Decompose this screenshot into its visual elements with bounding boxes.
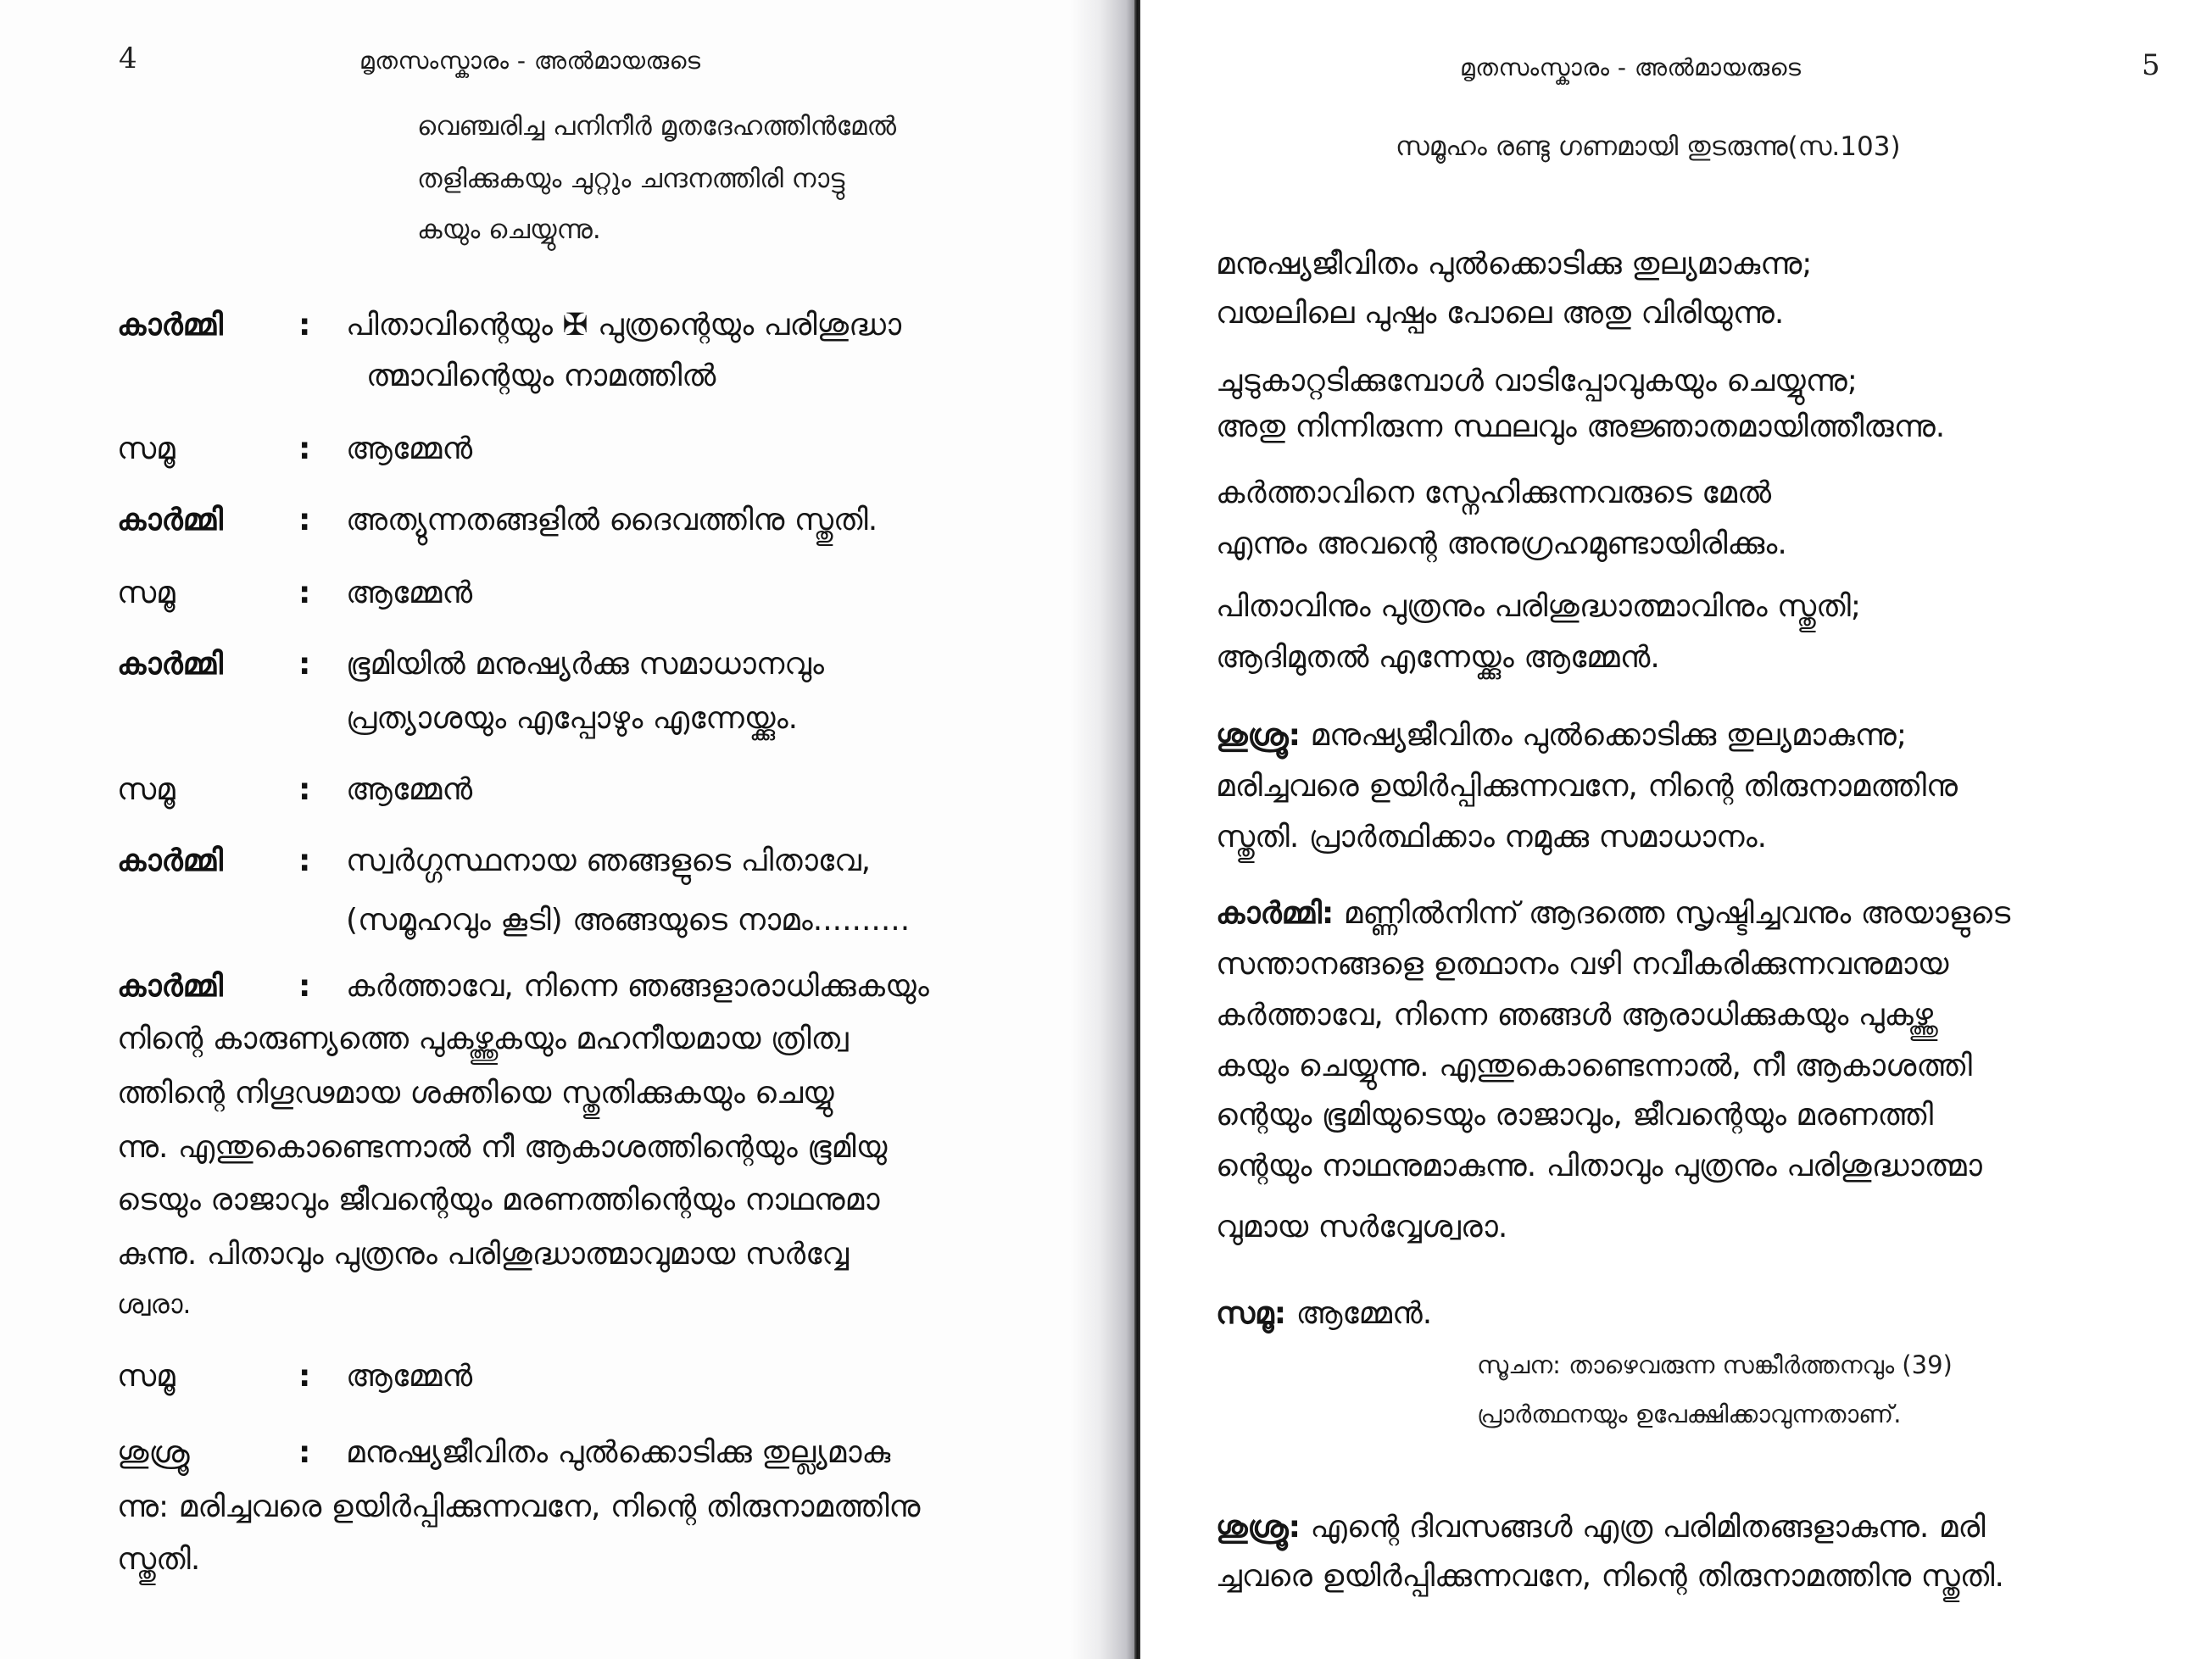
speaker-label: കാർമ്മി (117, 647, 223, 682)
paragraph-line: ന്നു. എന്തുകൊണ്ടെന്നാൽ നീ ആകാശത്തിന്റെയും ഭൂമിയു (117, 1130, 888, 1165)
paragraph-line: ന്നു: മരിച്ചവരെ ഉയിർപ്പിക്കുന്നവനേ, നിന്റെ തിരുനാമത്തിനു (117, 1489, 921, 1524)
speaker-label: കാർമ്മി (117, 843, 223, 878)
prayer-line (1216, 896, 2011, 931)
prayer-line: വുമായ സർവ്വേശ്വരാ. (1216, 1210, 1508, 1244)
response-text: മനുഷ്യജീവിതം പുൽക്കൊടിക്കു തുല്യമാകുന്നു; (1310, 718, 1907, 753)
colon: : (298, 1435, 311, 1470)
psalm-line: അതു നിന്നിരുന്ന സ്ഥലവും അജ്ഞാതമായിത്തീരുന്നു. (1216, 409, 1946, 444)
rubric-line-2: തളിക്കുകയും ചുറ്റും ചന്ദനത്തിരി നാട്ടു (417, 164, 845, 194)
colon: : (298, 843, 311, 878)
speaker-label: സമൂ (117, 576, 176, 610)
prayer-line: കർത്താവേ, നിന്നെ ഞങ്ങൾ ആരാധിക്കുകയും പുകഴ്ത്തു (1216, 998, 1933, 1033)
cross-icon: ✠ (562, 308, 588, 342)
response-text: എന്റെ ദിവസങ്ങൾ എത്ര പരിമിതങ്ങളാകുന്നു. മരി (1310, 1510, 1986, 1545)
colon: : (298, 969, 311, 1004)
speaker-label: സമൂ (117, 772, 176, 807)
running-head-right: മൃതസംസ്കാരം - അൽമായരുടെ (1460, 53, 1802, 81)
speaker-label: കാർമ്മി (117, 969, 223, 1004)
dialogue-text: അത്യുന്നതങ്ങളിൽ ദൈവത്തിനു സ്തുതി. (346, 503, 878, 537)
speaker-label: ശുശ്രൂ: (1216, 1510, 1301, 1545)
colon: : (298, 576, 311, 610)
speaker-label: ശുശ്രൂ (117, 1435, 190, 1470)
dialogue-continuation: (സമൂഹവും കൂടി) അങ്ങയുടെ നാമം.......... (346, 903, 911, 938)
colon: : (298, 772, 311, 807)
dialogue-text: ആമ്മേൻ (346, 576, 473, 610)
dialogue-text: കർത്താവേ, നിന്നെ ഞങ്ങളാരാധിക്കുകയും (346, 969, 929, 1004)
running-head-left: മൃതസംസ്കാരം - അൽമായരുടെ (359, 47, 701, 75)
response-line: സ്തുതി. പ്രാർത്ഥിക്കാം നമുക്കു സമാധാനം. (1216, 820, 1768, 855)
paragraph-line: ടെയും രാജാവും ജീവന്റെയും മരണത്തിന്റെയും നാഥനുമാ (117, 1183, 880, 1217)
prayer-line: കയും ചെയ്യുന്നു. എന്തുകൊണ്ടെന്നാൽ, നീ ആകാശത്തി (1216, 1049, 1972, 1083)
dialogue-text: സ്വർഗ്ഗസ്ഥനായ ഞങ്ങളുടെ പിതാവേ, (346, 843, 872, 878)
rubric-line: സമൂഹം രണ്ടു ഗണമായി തുടരുന്നു(സ.103) (1396, 131, 1901, 162)
text-after-cross: പുത്രന്റെയും പരിശുദ്ധാ (598, 308, 902, 342)
dialogue-text: ആമ്മേൻ (346, 772, 473, 807)
speaker-label: കാർമ്മി (117, 503, 223, 537)
response-text: ആമ്മേൻ. (1295, 1296, 1433, 1331)
paragraph-line: സ്തുതി. (117, 1542, 201, 1577)
prayer-line: സന്താനങ്ങളെ ഉത്ഥാനം വഴി നവീകരിക്കുന്നവനുമായ (1216, 947, 1949, 982)
psalm-line: പിതാവിനും പുത്രനും പരിശുദ്ധാത്മാവിനും സ്തുതി; (1216, 589, 1862, 624)
dialogue-text: ഭൂമിയിൽ മനുഷ്യർക്കു സമാധാനവും (346, 647, 824, 682)
colon: : (298, 308, 311, 342)
psalm-line: ആദിമുതൽ എന്നേയ്ക്കും ആമ്മേൻ. (1216, 640, 1660, 675)
response-line (1216, 1512, 1986, 1543)
prayer-line: ന്റെയും നാഥനുമാകുന്നു. പിതാവും പുത്രനും പരിശുദ്ധാത്മാ (1216, 1149, 1982, 1183)
response-line (1216, 1296, 1433, 1331)
psalm-line: എന്നും അവന്റെ അനുഗ്രഹമുണ്ടായിരിക്കും. (1216, 526, 1787, 561)
binding-line (1134, 0, 1140, 1659)
page-number-left: 4 (119, 42, 137, 75)
dialogue-text (346, 310, 901, 341)
psalm-line: മനുഷ്യജീവിതം പുൽക്കൊടിക്കു തുല്യമാകുന്നു; (1216, 247, 1813, 281)
colon: : (298, 1359, 311, 1394)
paragraph-line: ശ്വരാ. (117, 1289, 192, 1320)
speaker-label: കാർമ്മി (117, 308, 223, 342)
rubric-line-3: കയും ചെയ്യുന്നു. (417, 214, 601, 245)
text-before-cross: പിതാവിന്റെയും (346, 308, 553, 342)
prayer-text: മണ്ണിൽനിന്ന് ആദത്തെ സൃഷ്ടിച്ചവനും അയാളുടെ (1343, 896, 2011, 931)
dialogue-text: ആമ്മേൻ (346, 431, 473, 466)
speaker-label: സമൂ (117, 431, 176, 466)
gutter-shadow (1070, 0, 1136, 1659)
psalm-line: വയലിലെ പുഷ്പം പോലെ അതു വിരിയുന്നു. (1216, 296, 1785, 331)
note-line: പ്രാർത്ഥനയും ഉപേക്ഷിക്കാവുന്നതാണ്. (1477, 1400, 1902, 1428)
dialogue-continuation: ത്മാവിന്റെയും നാമത്തിൽ (366, 359, 716, 393)
dialogue-continuation: പ്രത്യാശയും എപ്പോഴും എന്നേയ്ക്കും. (346, 701, 799, 736)
page-number-right: 5 (2142, 48, 2160, 82)
speaker-label: സമൂ: (1216, 1296, 1287, 1331)
colon: : (298, 647, 311, 682)
prayer-line: ന്റെയും ഭൂമിയുടെയും രാജാവും, ജീവന്റെയും മരണത്തി (1216, 1098, 1934, 1133)
dialogue-text: ആമ്മേൻ (346, 1359, 473, 1394)
speaker-label: കാർമ്മി: (1216, 896, 1334, 931)
speaker-label: സമൂ (117, 1359, 176, 1394)
psalm-line: ചുടുകാറ്റടിക്കുമ്പോൾ വാടിപ്പോവുകയും ചെയ്യുന്നു; (1216, 364, 1858, 398)
response-line: ച്ചവരെ ഉയിർപ്പിക്കുന്നവനേ, നിന്റെ തിരുനാമത്തിനു സ്തുതി. (1216, 1559, 2004, 1594)
colon: : (298, 503, 311, 537)
paragraph-line: കുന്നു. പിതാവും പുത്രനും പരിശുദ്ധാത്മാവുമായ സർവ്വേ (117, 1237, 849, 1272)
psalm-line: കർത്താവിനെ സ്നേഹിക്കുന്നവരുടെ മേൽ (1216, 476, 1772, 510)
rubric-line-1: വെഞ്ചരിച്ച പനിനീർ മൃതദേഹത്തിൻമേൽ (417, 111, 896, 142)
right-page (1141, 0, 2212, 1659)
speaker-label: ശുശ്രൂ: (1216, 718, 1301, 753)
colon: : (298, 431, 311, 466)
response-line (1216, 718, 1907, 753)
note-line: സൂചന: താഴെവരുന്ന സങ്കീർത്തനവും (39) (1477, 1350, 1953, 1379)
paragraph-line: ത്തിന്റെ നിഗൂഢമായ ശക്തിയെ സ്തുതിക്കുകയും ചെയ്യു (117, 1076, 834, 1111)
response-line: മരിച്ചവരെ ഉയിർപ്പിക്കുന്നവനേ, നിന്റെ തിരുനാമത്തിനു (1216, 769, 1958, 804)
paragraph-line: നിന്റെ കാരുണ്യത്തെ പുകഴ്ത്തുകയും മഹനീയമായ ത്രിത്വ (117, 1022, 849, 1056)
dialogue-text: മനുഷ്യജീവിതം പുൽക്കൊടിക്കു തുല്ല്യമാകു (346, 1435, 891, 1470)
